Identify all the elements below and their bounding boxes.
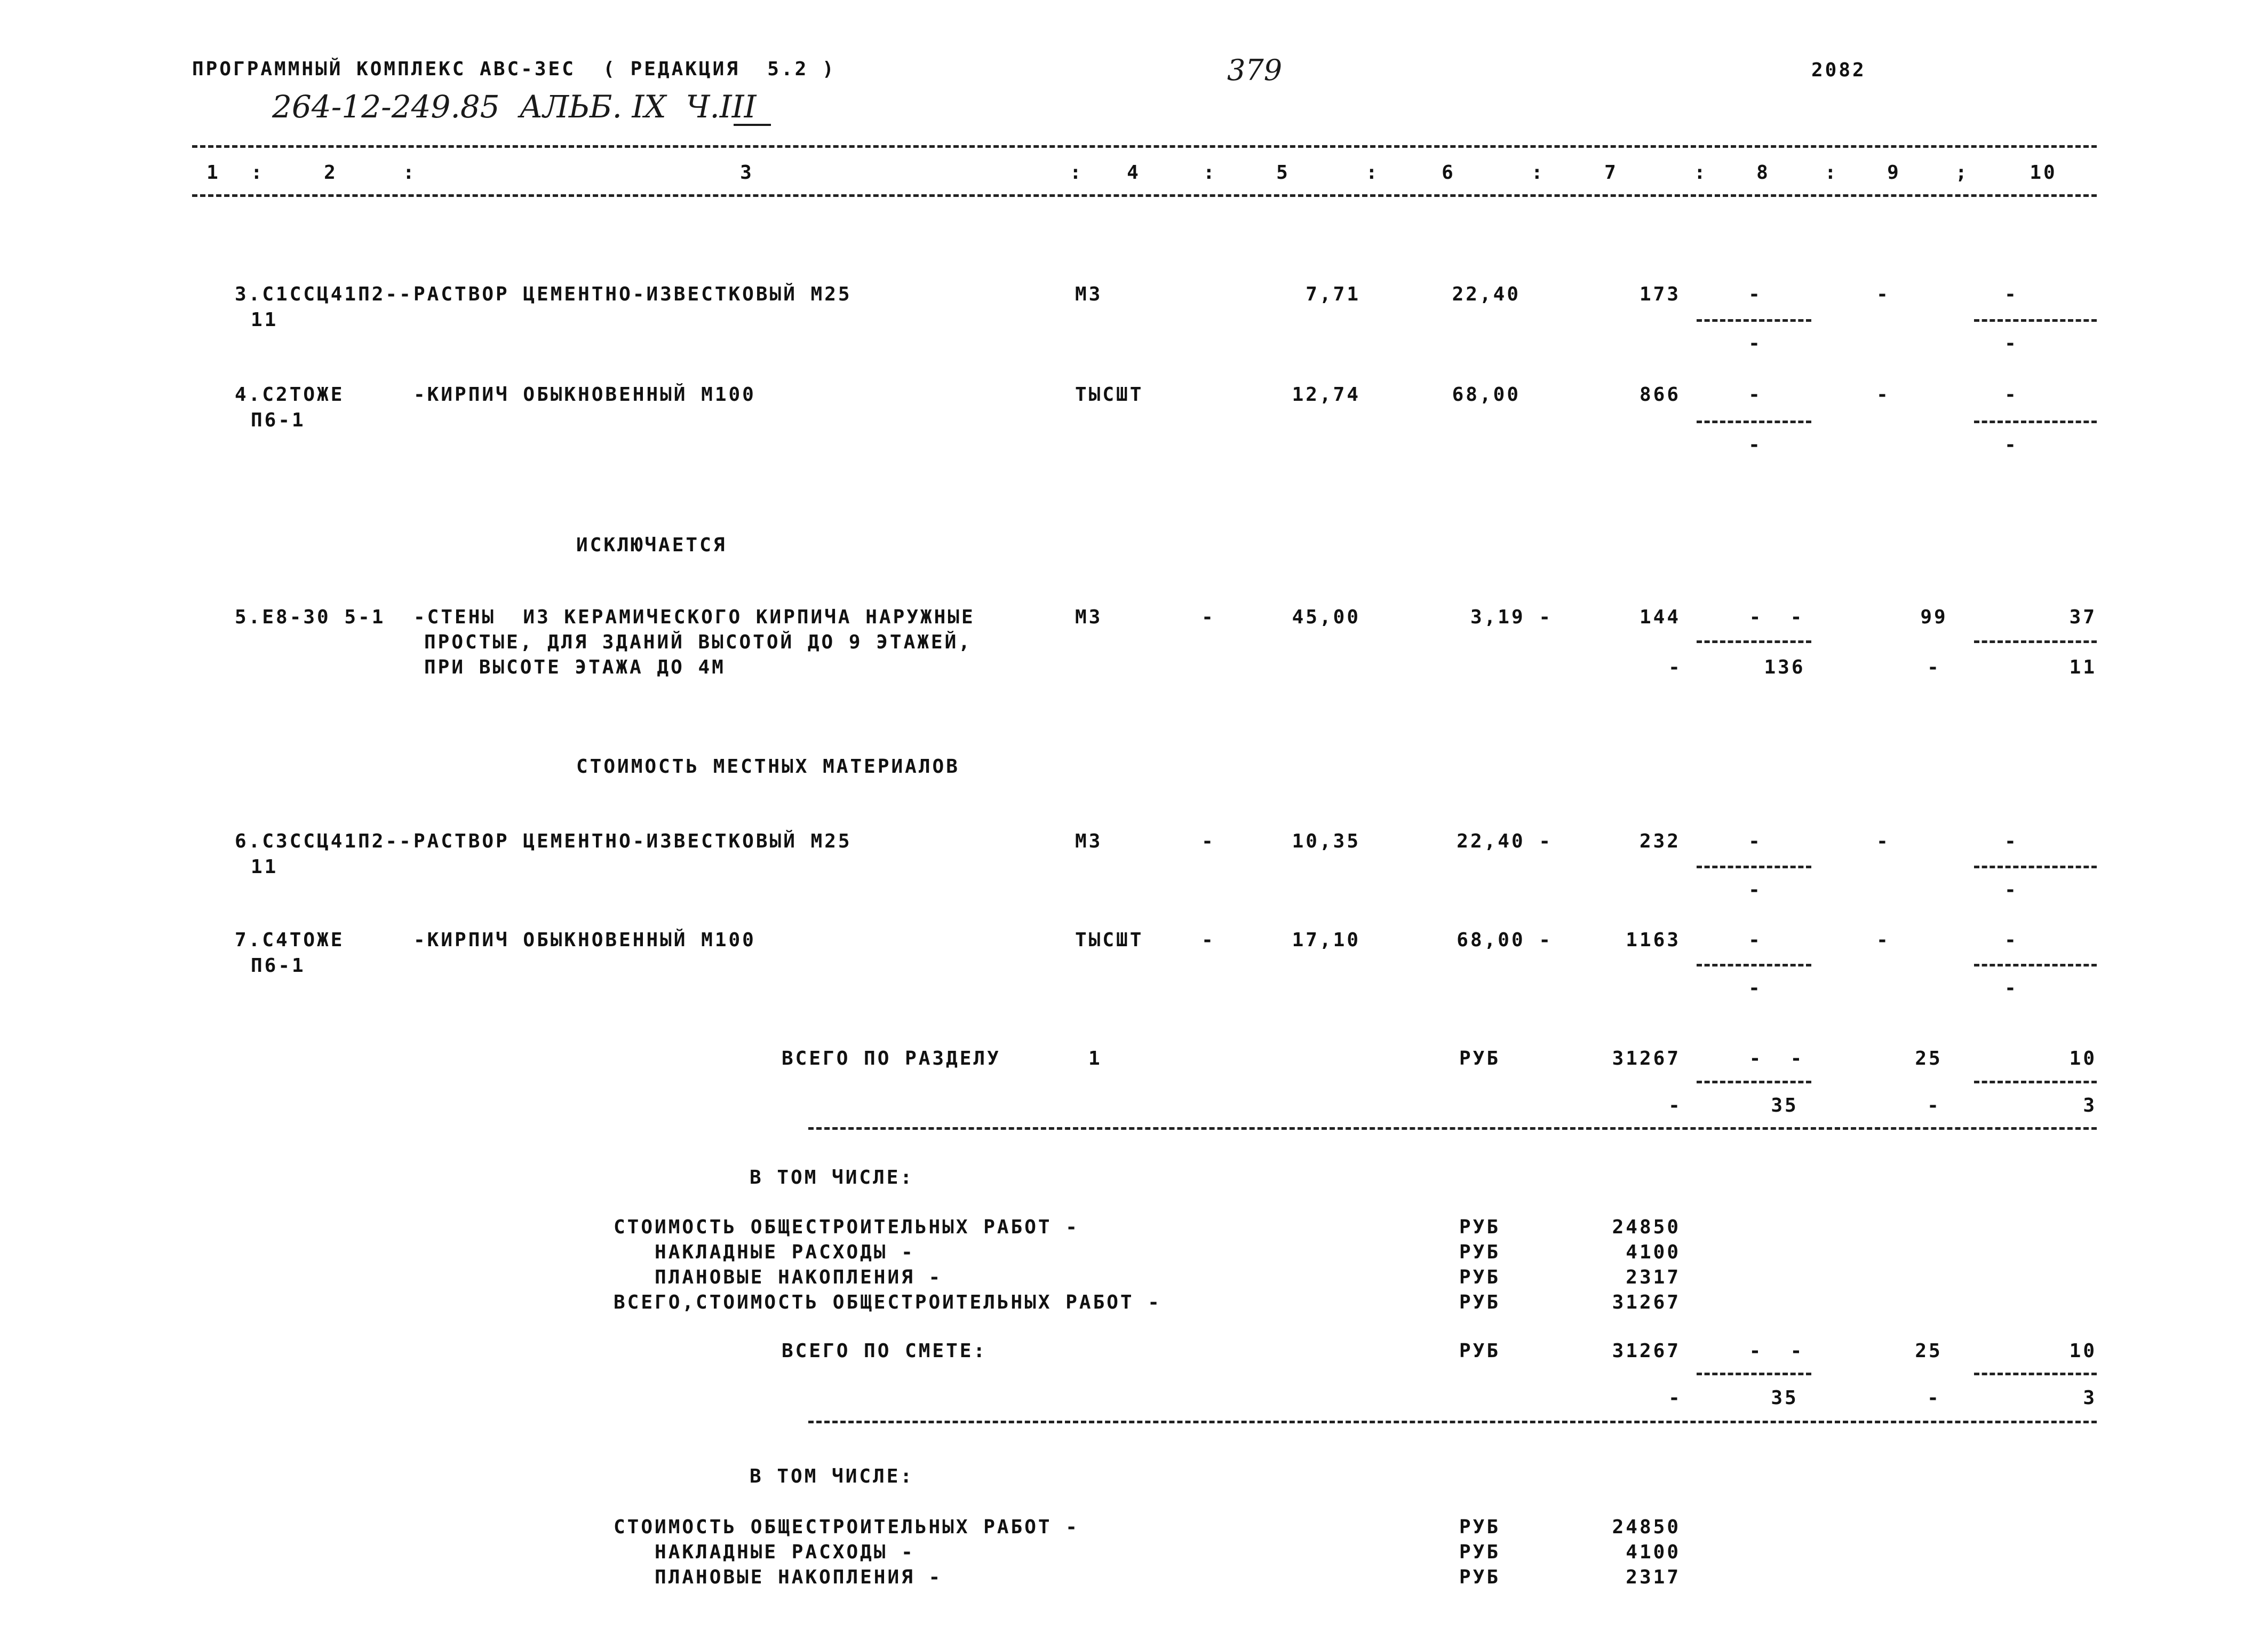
item-col10-bottom: - — [2004, 434, 2018, 456]
item-total: 232 — [1639, 830, 1681, 852]
breakdown-label: НАКЛАДНЫЕ РАСХОДЫ - — [614, 1241, 915, 1263]
fraction-line — [1697, 640, 1811, 643]
estimate-total-unit: РУБ — [1459, 1340, 1501, 1362]
breakdown-value: 24850 — [1612, 1516, 1681, 1538]
breakdown-unit: РУБ — [1459, 1566, 1501, 1588]
item-col8-top: - — [1748, 384, 1762, 406]
col-10: 10 — [2030, 162, 2057, 184]
item-col8-bottom: - — [1748, 434, 1762, 456]
item-col8-top: - — [1748, 830, 1762, 852]
item-description: -КИРПИЧ ОБЫКНОВЕННЫЙ М100 — [413, 384, 756, 406]
col-separator: : — [1825, 162, 1839, 184]
breakdown-value: 2317 — [1626, 1566, 1681, 1588]
section-total-col10-bottom: 3 — [2083, 1095, 2097, 1116]
col-5: 5 — [1276, 162, 1290, 184]
item-col9-top: - — [1876, 830, 1890, 852]
breakdown-label: ВСЕГО,СТОИМОСТЬ ОБЩЕСТРОИТЕЛЬНЫХ РАБОТ - — [614, 1292, 1161, 1313]
estimate-total-col10-top: 10 — [2069, 1340, 2097, 1362]
item-description: -КИРПИЧ ОБЫКНОВЕННЫЙ М100 — [413, 929, 756, 951]
item-col9-top: - — [1876, 384, 1890, 406]
item-total: 866 — [1639, 384, 1681, 406]
item-code: П6-1 — [251, 955, 306, 977]
breakdown-value: 31267 — [1612, 1292, 1681, 1313]
item-description-line2: ПРОСТЫЕ, ДЛЯ ЗДАНИЙ ВЫСОТОЙ ДО 9 ЭТАЖЕЙ, — [424, 631, 972, 653]
item-quantity: 10,35 — [1292, 830, 1360, 852]
item-col4: - — [1201, 929, 1215, 951]
page-number-handwritten: 379 — [1227, 53, 1283, 87]
item-col10-top: - — [2004, 929, 2018, 951]
section-total-col9-bottom: - — [1927, 1095, 1941, 1116]
section-total-value: 31267 — [1612, 1048, 1681, 1069]
breakdown-value: 2317 — [1626, 1266, 1681, 1288]
col-8: 8 — [1756, 162, 1770, 184]
breakdown-unit: РУБ — [1459, 1516, 1501, 1538]
estimate-total-col8-top: - - — [1749, 1340, 1804, 1362]
item-total: 1163 — [1626, 929, 1681, 951]
item-quantity: 45,00 — [1292, 606, 1360, 628]
item-col10-bottom: - — [2004, 332, 2018, 354]
breakdown-unit: РУБ — [1459, 1266, 1501, 1288]
estimate-total-col9-bottom: - — [1927, 1387, 1941, 1409]
col-separator: : — [251, 162, 265, 184]
item-col10-bottom: - — [2004, 977, 2018, 999]
including-label: В ТОМ ЧИСЛЕ: — [750, 1465, 914, 1487]
breakdown-label: СТОИМОСТЬ ОБЩЕСТРОИТЕЛЬНЫХ РАБОТ - — [614, 1516, 1079, 1538]
fraction-line — [1974, 1081, 2097, 1083]
item-description: -СТЕНЫ ИЗ КЕРАМИЧЕСКОГО КИРПИЧА НАРУЖНЫЕ — [413, 606, 975, 628]
section-total-rule — [808, 1127, 2097, 1130]
header-rule-bottom — [192, 194, 2097, 197]
fraction-line — [1697, 866, 1811, 868]
col-3: 3 — [740, 162, 754, 184]
handwritten-reference: 264-12-249.85 АЛЬБ. IX Ч.III — [272, 89, 757, 125]
including-label: В ТОМ ЧИСЛЕ: — [750, 1167, 914, 1189]
item-unit: М3 — [1075, 830, 1103, 852]
col-separator: : — [1203, 162, 1217, 184]
item-description: РАСТВОР ЦЕМЕНТНО-ИЗВЕСТКОВЫЙ М25 — [413, 830, 852, 852]
section-total-col9-top: 25 — [1915, 1048, 1943, 1069]
fraction-line — [1697, 1081, 1811, 1083]
item-col4: - — [1201, 606, 1215, 628]
col-separator: : — [403, 162, 417, 184]
item-total: 173 — [1639, 283, 1681, 305]
item-col8-bottom: - — [1748, 879, 1762, 901]
section-heading-local-materials: СТОИМОСТЬ МЕСТНЫХ МАТЕРИАЛОВ — [576, 756, 960, 778]
breakdown-label: НАКЛАДНЫЕ РАСХОДЫ - — [614, 1541, 915, 1563]
section-heading-excluded: ИСКЛЮЧАЕТСЯ — [576, 534, 727, 556]
breakdown-value: 4100 — [1626, 1541, 1681, 1563]
item-unit-price: 68,00 - — [1457, 929, 1553, 951]
col-1: 1 — [206, 162, 220, 184]
fraction-line — [1974, 421, 2097, 423]
item-number: 4.С2ТОЖЕ — [235, 384, 345, 406]
item-number: 3.С1ССЦ41П2-- — [235, 283, 413, 305]
item-col8-top: - — [1748, 283, 1762, 305]
item-code: 11 — [251, 309, 278, 331]
item-unit: М3 — [1075, 606, 1103, 628]
item-code: П6-1 — [251, 409, 306, 431]
col-4: 4 — [1127, 162, 1141, 184]
item-number: 7.С4ТОЖЕ — [235, 929, 345, 951]
item-col8-top: - - — [1749, 606, 1804, 628]
section-total-unit: РУБ — [1459, 1048, 1501, 1069]
col-2: 2 — [324, 162, 338, 184]
fraction-line — [1974, 640, 2097, 643]
item-col10-top: - — [2004, 384, 2018, 406]
col-separator: ; — [1955, 162, 1969, 184]
breakdown-unit: РУБ — [1459, 1216, 1501, 1238]
fraction-line — [1974, 319, 2097, 322]
item-col9-top: 99 — [1920, 606, 1948, 628]
handwritten-underline — [734, 124, 771, 126]
breakdown-value: 4100 — [1626, 1241, 1681, 1263]
item-unit-price: 22,40 — [1452, 283, 1521, 305]
item-unit: ТЫСШТ — [1075, 929, 1144, 951]
item-description: РАСТВОР ЦЕМЕНТНО-ИЗВЕСТКОВЫЙ М25 — [413, 283, 852, 305]
item-quantity: 7,71 — [1306, 283, 1360, 305]
breakdown-label: ПЛАНОВЫЕ НАКОПЛЕНИЯ - — [614, 1266, 943, 1288]
estimate-total-col7-bottom: - — [1668, 1387, 1682, 1409]
estimate-total-value: 31267 — [1612, 1340, 1681, 1362]
item-col8-bottom: - — [1748, 977, 1762, 999]
section-total-col8-bottom: 35 — [1771, 1095, 1799, 1116]
col-separator: : — [1694, 162, 1708, 184]
col-7: 7 — [1604, 162, 1618, 184]
estimate-total-col8-bottom: 35 — [1771, 1387, 1799, 1409]
item-col8-top: - — [1748, 929, 1762, 951]
header-rule-top — [192, 145, 2097, 148]
item-col9-top: - — [1876, 283, 1890, 305]
item-col4: - — [1201, 830, 1215, 852]
item-col10-bottom: - — [2004, 879, 2018, 901]
fraction-line — [1974, 964, 2097, 966]
breakdown-label: СТОИМОСТЬ ОБЩЕСТРОИТЕЛЬНЫХ РАБОТ - — [614, 1216, 1079, 1238]
col-separator: : — [1366, 162, 1380, 184]
estimate-total-label: ВСЕГО ПО СМЕТЕ: — [782, 1340, 988, 1362]
col-9: 9 — [1887, 162, 1901, 184]
col-separator: : — [1070, 162, 1084, 184]
fraction-line — [1974, 1373, 2097, 1375]
item-col10-top: 37 — [2069, 606, 2097, 628]
item-unit-price: 68,00 — [1452, 384, 1521, 406]
item-col10-top: - — [2004, 830, 2018, 852]
item-col9-bottom: - — [1927, 656, 1941, 678]
item-col7-bottom: - — [1668, 656, 1682, 678]
section-total-col8-top: - - — [1749, 1048, 1804, 1069]
estimate-total-col10-bottom: 3 — [2083, 1387, 2097, 1409]
fraction-line — [1697, 964, 1811, 966]
item-unit-price: 22,40 - — [1457, 830, 1553, 852]
section-total-col10-top: 10 — [2069, 1048, 2097, 1069]
item-code: 11 — [251, 856, 278, 878]
section-total-number: 1 — [1088, 1048, 1102, 1069]
fraction-line — [1697, 421, 1811, 423]
item-col10-top: - — [2004, 283, 2018, 305]
item-unit: ТЫСШТ — [1075, 384, 1144, 406]
item-unit: М3 — [1075, 283, 1103, 305]
program-header: ПРОГРАММНЫЙ КОМПЛЕКС АВС-ЗЕС ( РЕДАКЦИЯ 5.2 ) — [192, 58, 836, 80]
breakdown-unit: РУБ — [1459, 1541, 1501, 1563]
item-col9-top: - — [1876, 929, 1890, 951]
item-quantity: 17,10 — [1292, 929, 1360, 951]
item-col8-bottom: 136 — [1764, 656, 1805, 678]
breakdown-label: ПЛАНОВЫЕ НАКОПЛЕНИЯ - — [614, 1566, 943, 1588]
col-6: 6 — [1442, 162, 1455, 184]
item-unit-price: 3,19 - — [1470, 606, 1553, 628]
fraction-line — [1697, 319, 1811, 322]
item-quantity: 12,74 — [1292, 384, 1360, 406]
item-description-line3: ПРИ ВЫСОТЕ ЭТАЖА ДО 4М — [424, 656, 726, 678]
breakdown-unit: РУБ — [1459, 1292, 1501, 1313]
item-col10-bottom: 11 — [2069, 656, 2097, 678]
item-number: 6.С3ССЦ41П2-- — [235, 830, 413, 852]
document-code: 2082 — [1811, 59, 1866, 81]
col-separator: : — [1531, 162, 1545, 184]
item-number: 5.Е8-30 5-1 — [235, 606, 386, 628]
breakdown-unit: РУБ — [1459, 1241, 1501, 1263]
breakdown-value: 24850 — [1612, 1216, 1681, 1238]
estimate-total-rule — [808, 1421, 2097, 1423]
section-total-col7-bottom: - — [1668, 1095, 1682, 1116]
item-col8-bottom: - — [1748, 332, 1762, 354]
section-total-label: ВСЕГО ПО РАЗДЕЛУ — [782, 1048, 1001, 1069]
item-total: 144 — [1639, 606, 1681, 628]
estimate-total-col9-top: 25 — [1915, 1340, 1943, 1362]
fraction-line — [1974, 866, 2097, 868]
fraction-line — [1697, 1373, 1811, 1375]
